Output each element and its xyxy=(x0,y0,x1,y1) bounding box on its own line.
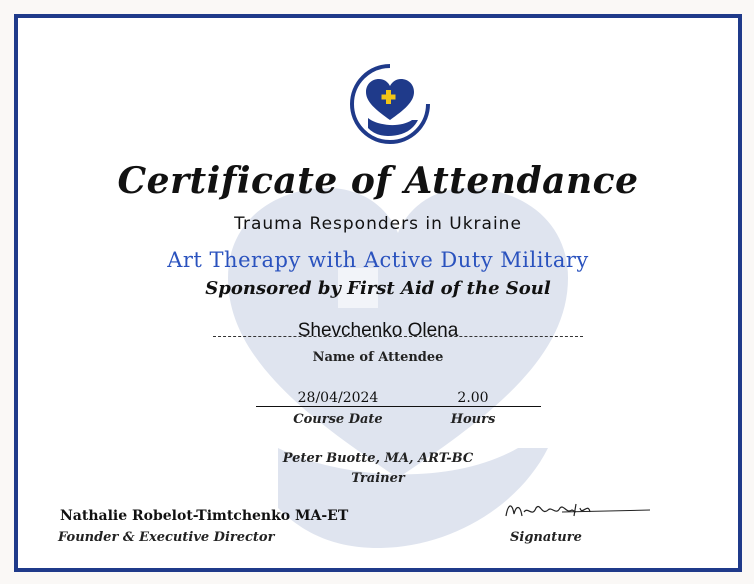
attendee-name: Shevchenko Olena xyxy=(297,320,459,341)
organization-logo xyxy=(338,52,442,156)
course-hours: 2.00 xyxy=(457,390,489,406)
certificate-title: Certificate of Attendance xyxy=(117,160,639,202)
course-date-label: Course Date xyxy=(293,412,383,427)
handwritten-signature xyxy=(502,498,652,524)
attendee-underline xyxy=(213,336,583,337)
course-title: Art Therapy with Active Duty Military xyxy=(167,248,589,272)
logo-emblem-icon xyxy=(338,52,442,156)
hours-label: Hours xyxy=(450,412,496,427)
certificate-frame xyxy=(14,14,742,572)
trainer-name: Peter Buotte, MA, ART-BC xyxy=(282,451,474,466)
signature-label: Signature xyxy=(510,530,582,545)
course-date: 28/04/2024 xyxy=(297,390,379,406)
sponsor-line: Sponsored by First Aid of the Soul xyxy=(205,278,551,299)
founder-role: Founder & Executive Director xyxy=(58,530,275,545)
attendee-label: Name of Attendee xyxy=(312,350,444,365)
date-hours-underline xyxy=(256,406,541,407)
trainer-label: Trainer xyxy=(351,471,405,486)
founder-name: Nathalie Robelot-Timtchenko MA-ET xyxy=(60,508,349,524)
certificate-subtitle: Trauma Responders in Ukraine xyxy=(234,214,522,234)
